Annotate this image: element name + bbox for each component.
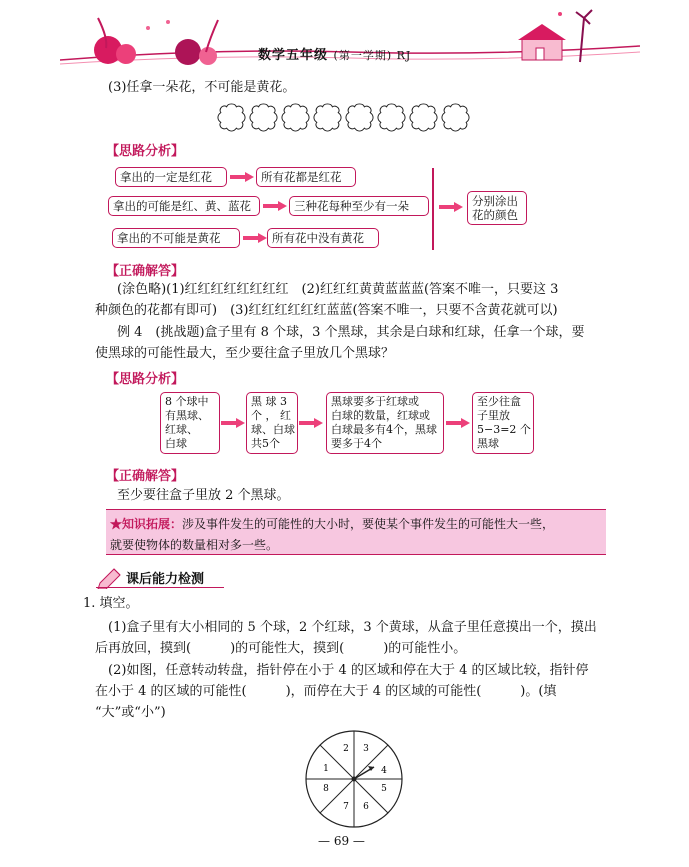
spinner-number: 8 [323,784,329,794]
arrow-icon [230,172,254,182]
flow2-step3-line: 黑球要多于红球或 [331,395,419,408]
exercise-line: 在小于 4 的区域的可能性( )，而停在大于 4 的区域的可能性( )。(填 [95,684,557,699]
analysis-label-1: 【思路分析】 [106,144,185,159]
exercise-line: (2)如图，任意转动转盘，指针停在小于 4 的区域和停在大于 4 的区域比较，指针停 [108,663,589,678]
spinner-number: 2 [343,744,349,754]
flower-outline[interactable] [312,102,343,133]
flower-outline[interactable] [280,102,311,133]
flow2-step1-line: 8 个球中 [165,395,209,408]
flow2-step2-line: 个 ， 红 [251,409,291,422]
flow2-step3-line: 要多于4个 [331,437,382,450]
flow2-step2-line: 球、白球 [251,423,295,436]
flower-outline[interactable] [440,102,471,133]
flow2-step2-line: 共5个 [251,437,280,450]
knowledge-line: 就要使物体的数量相对多一些。 [110,538,279,552]
spinner-number: 4 [381,766,387,776]
answer1-line: (涂色略)(1)红红红红红红红红 (2)红红红黄黄蓝蓝蓝(答案不唯一，只要这 3 [117,282,559,297]
flow2-step2-line: 黑 球 3 [251,395,287,408]
knowledge-label: ★知识拓展： [110,517,183,531]
answer1-line: 种颜色的花都有即可) (3)红红红红红红蓝蓝(答案不唯一，只要不含黄花就可以) [95,303,558,318]
flower-outline[interactable] [248,102,279,133]
answer2-line: 至少要往盒子里放 2 个黑球。 [117,488,290,503]
flow2-step3 [326,392,444,454]
spinner-diagram [304,729,404,829]
arrow-icon [439,202,463,212]
section-underline [96,587,224,588]
flow2-step4-line: 至少往盒 [477,395,521,408]
header-left-decoration-icon [78,8,248,68]
spinner-number: 5 [381,784,387,794]
flow2-step3-line: 白球的数量，红球或 [331,409,430,422]
flower-outline[interactable] [376,102,407,133]
flow2-step1 [160,392,220,454]
flow1-row1-left: 拿出的一定是红花 [115,167,227,187]
flow2-step4-line: 子里放 [477,409,510,422]
flow1-result-line: 花的颜色 [472,208,518,222]
arrow-icon [446,418,470,428]
flow1-row3-left: 拿出的不可能是黄花 [112,228,240,248]
flow2-step4-line: 5−3=2 个 [477,423,531,436]
flower-outline[interactable] [344,102,375,133]
arrow-icon [221,418,245,428]
flow1-row2-right: 三种花每种至少有一朵 [289,196,429,216]
arrow-icon [263,201,287,211]
flow2-step1-line: 白球 [165,437,187,450]
flow1-bracket [432,168,434,250]
answer-label-2: 【正确解答】 [106,469,185,484]
flow2-step1-line: 有黑球、 [165,409,209,422]
flow1-result-line: 分别涂出 [472,194,518,208]
spinner-number: 1 [323,764,329,774]
pencil-icon [96,565,126,589]
spinner-number: 3 [363,744,369,754]
section-title: 课后能力检测 [126,572,205,587]
spinner-number: 7 [343,802,349,812]
exercise-line: 后再放回，摸到( )的可能性大，摸到( )的可能性小。 [95,641,467,656]
flow2-step4-line: 黑球 [477,437,499,450]
flower-outline[interactable] [408,102,439,133]
answer-label-1: 【正确解答】 [106,264,185,279]
header-title: 数学五年级 (第一学期) RJ [258,48,412,63]
arrow-icon [299,418,323,428]
flow2-step2 [246,392,298,454]
arrow-icon [243,233,267,243]
spinner-number: 6 [363,802,369,812]
header-right-decoration-icon [500,4,610,68]
flow2-step3-line: 白球最多有4个，黑球 [331,423,437,436]
flow2-step1-line: 红球、 [165,423,198,436]
knowledge-text [110,514,554,556]
page-number: — 69 — [318,834,365,848]
flower-outline[interactable] [216,102,247,133]
flow1-result [467,191,527,225]
example-line: 例 4 (挑战题)盒子里有 8 个球，3 个黑球，其余是白球和红球，任拿一个球，要 [117,325,585,340]
flow1-row2-left: 拿出的可能是红、黄、蓝花 [108,196,260,216]
knowledge-line: 涉及事件发生的可能性的大小时，要使某个事件发生的可能性大一些， [182,517,555,531]
example-line: 使黑球的可能性最大，至少要往盒子里放几个黑球？ [95,346,395,361]
flower-row [216,102,476,136]
exercise-heading: 1. 填空。 [83,596,139,611]
analysis-label-2: 【思路分析】 [106,372,185,387]
flow1-row1-right: 所有花都是红花 [256,167,356,187]
exercise-line: “大”或“小”) [95,705,166,720]
exercise-line: (1)盒子里有大小相同的 5 个球，2 个红球，3 个黄球，从盒子里任意摸出一个，摸出 [108,620,597,635]
flow1-row3-right: 所有花中没有黄花 [267,228,379,248]
flow2-step4 [472,392,534,454]
q3-line: (3)任拿一朵花，不可能是黄花。 [108,80,296,95]
